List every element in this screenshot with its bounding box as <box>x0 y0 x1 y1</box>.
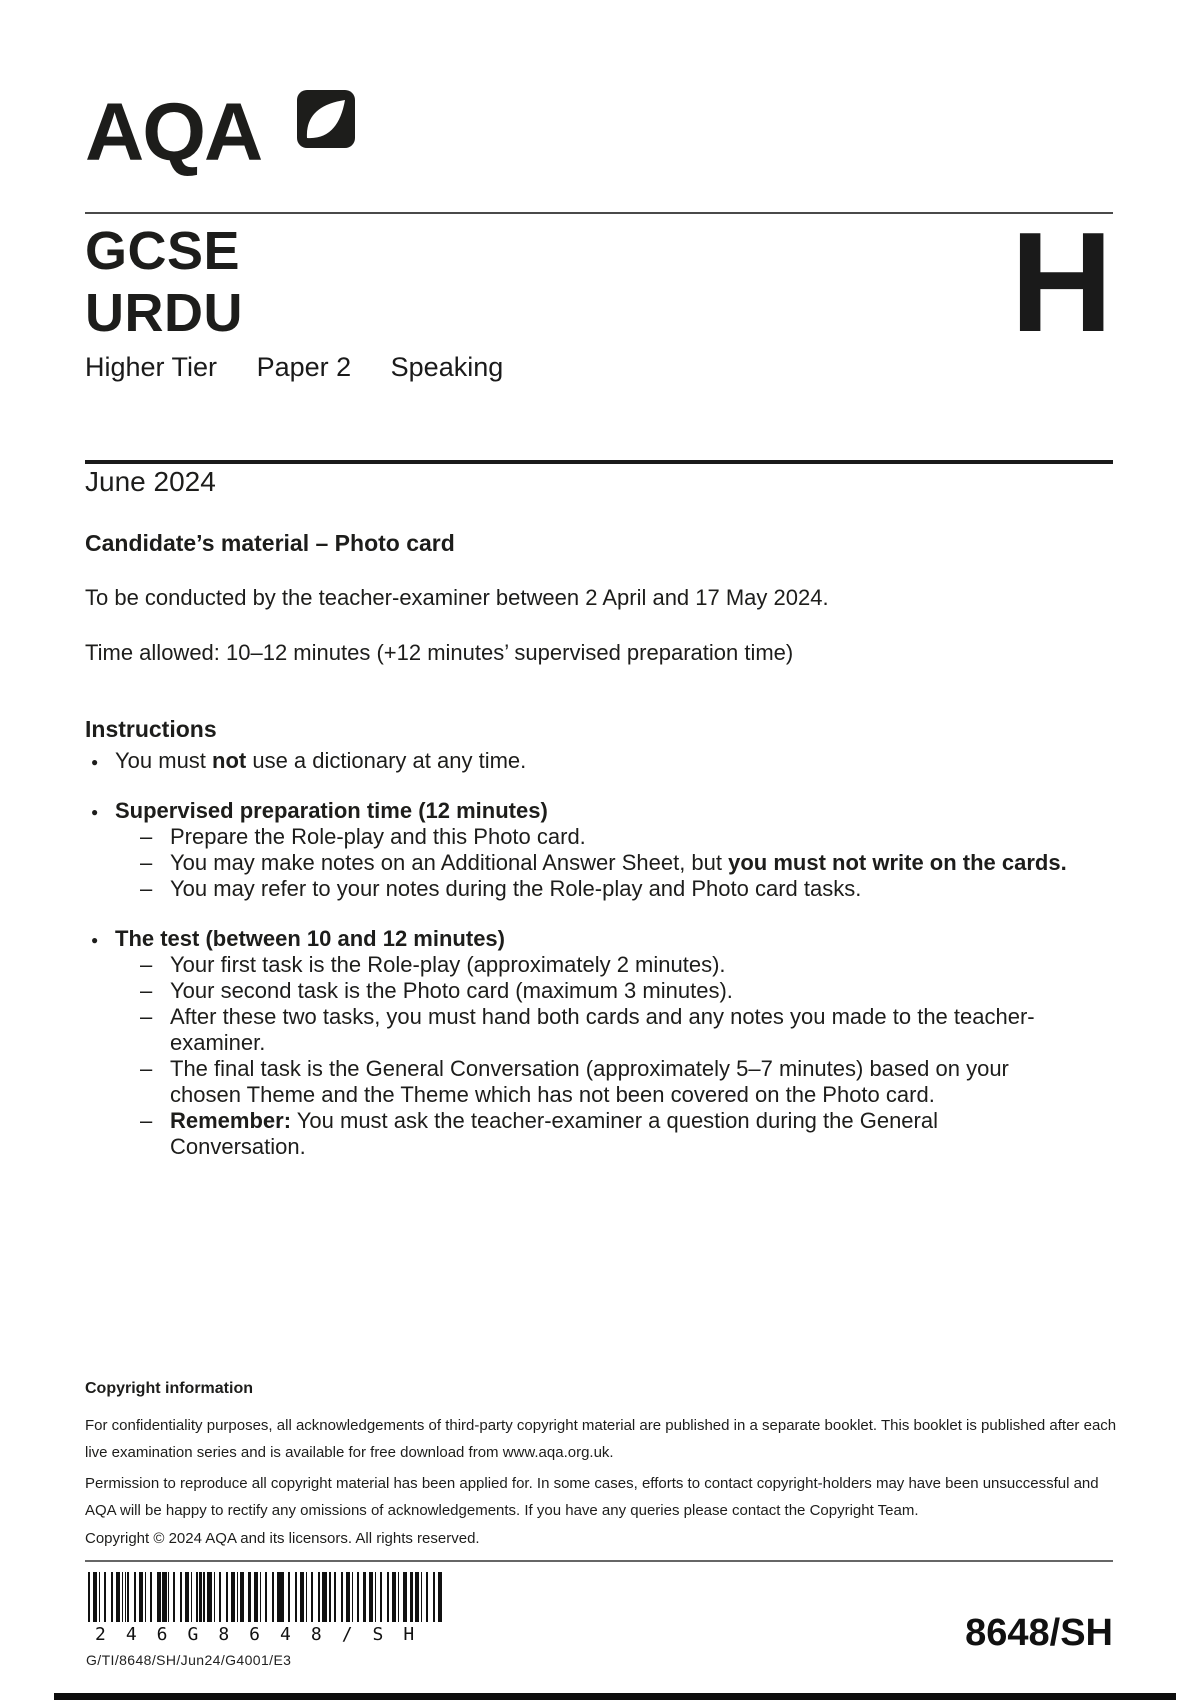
preparation-item <box>115 850 1075 876</box>
time-allowed-line: Time allowed: 10–12 minutes (+12 minutes’ supervised preparation time) <box>85 640 794 665</box>
subject-label: URDU <box>85 283 243 343</box>
instruction-text-bold: Remember: <box>170 1108 292 1133</box>
title-rule <box>85 460 1113 464</box>
instruction-text: use a dictionary at any time. <box>246 748 527 773</box>
instruction-text: After these two tasks, you must hand both cards and any notes you made to the teacher-examiner. <box>170 1004 1035 1055</box>
test-item <box>115 1108 1075 1160</box>
instruction-text: You must ask the teacher-examiner a question during the General Conversation. <box>170 1108 938 1159</box>
component-label: Speaking <box>390 352 504 382</box>
header-rule <box>85 212 1113 214</box>
instructions-list <box>85 748 1113 1160</box>
qualification-title <box>85 220 243 344</box>
paper-label: Paper 2 <box>256 352 352 382</box>
instruction-text: You may refer to your notes during the Role-play and Photo card tasks. <box>170 876 862 901</box>
instruction-text: You may make notes on an Additional Answer Sheet, but <box>170 850 729 875</box>
instruction-no-dictionary <box>85 748 1113 774</box>
preparation-heading: Supervised preparation time (12 minutes) <box>115 798 548 823</box>
aqa-wordmark: AQA <box>85 87 262 178</box>
barcode-icon <box>88 1572 444 1622</box>
test-heading: The test (between 10 and 12 minutes) <box>115 926 505 951</box>
preparation-sublist <box>115 824 1113 902</box>
aqa-logo <box>85 87 262 180</box>
instructions-section <box>85 748 1113 1160</box>
preparation-item <box>115 824 1075 850</box>
test-item <box>115 1056 1075 1108</box>
instruction-text: Prepare the Role-play and this Photo card. <box>170 824 586 849</box>
copyright-notice: Copyright © 2024 AQA and its licensors. All rights reserved. <box>85 1530 480 1547</box>
qualification-label: GCSE <box>85 221 241 281</box>
barcode-text: 246G8648/SH <box>95 1624 435 1645</box>
preparation-item <box>115 876 1075 902</box>
copyright-heading: Copyright information <box>85 1380 253 1397</box>
print-reference-code: G/TI/8648/SH/Jun24/G4001/E3 <box>86 1652 292 1668</box>
instructions-heading: Instructions <box>85 716 217 742</box>
paper-subtitle <box>85 352 535 383</box>
instruction-text: Your first task is the Role-play (approximately 2 minutes). <box>170 952 726 977</box>
paper-code: 8648/SH <box>965 1612 1113 1654</box>
tier-label: Higher Tier <box>85 352 218 382</box>
instruction-text: You must <box>115 748 213 773</box>
material-heading: Candidate’s material – Photo card <box>85 530 455 556</box>
instruction-test <box>85 926 1113 1160</box>
conduct-line: To be conducted by the teacher-examiner between 2 April and 17 May 2024. <box>85 585 829 610</box>
test-item <box>115 1004 1075 1056</box>
instruction-text-bold: not <box>212 748 247 773</box>
aqa-leaf-icon <box>297 90 355 153</box>
test-sublist <box>115 952 1113 1160</box>
instruction-text: The final task is the General Conversation (approximately 5–7 minutes) based on your chosen Theme and the Theme which has not been covered on the Photo card. <box>170 1056 1009 1107</box>
instruction-text: Your second task is the Photo card (maximum 3 minutes). <box>170 978 733 1003</box>
test-item <box>115 978 1075 1004</box>
bottom-edge-bar <box>54 1693 1176 1700</box>
instruction-preparation <box>85 798 1113 902</box>
copyright-paragraph: Permission to reproduce all copyright material has been applied for. In some cases, efforts to contact copyright-holders may have been unsuccessful and AQA will be happy to rectify any omissions of acknowledgements. If you have any queries please contact the Copyright Team. <box>85 1475 1099 1519</box>
copyright-paragraph: For confidentiality purposes, all acknowledgements of third-party copyright material are published in a separate booklet. This booklet is published after each live examination series and is available for free download from www.aqa.org.uk. <box>85 1417 1117 1461</box>
instruction-text-bold: you must not write on the cards. <box>728 850 1067 875</box>
higher-tier-badge: H <box>1010 203 1113 362</box>
footer-rule <box>85 1560 1113 1562</box>
exam-session: June 2024 <box>85 466 216 497</box>
test-item <box>115 952 1075 978</box>
